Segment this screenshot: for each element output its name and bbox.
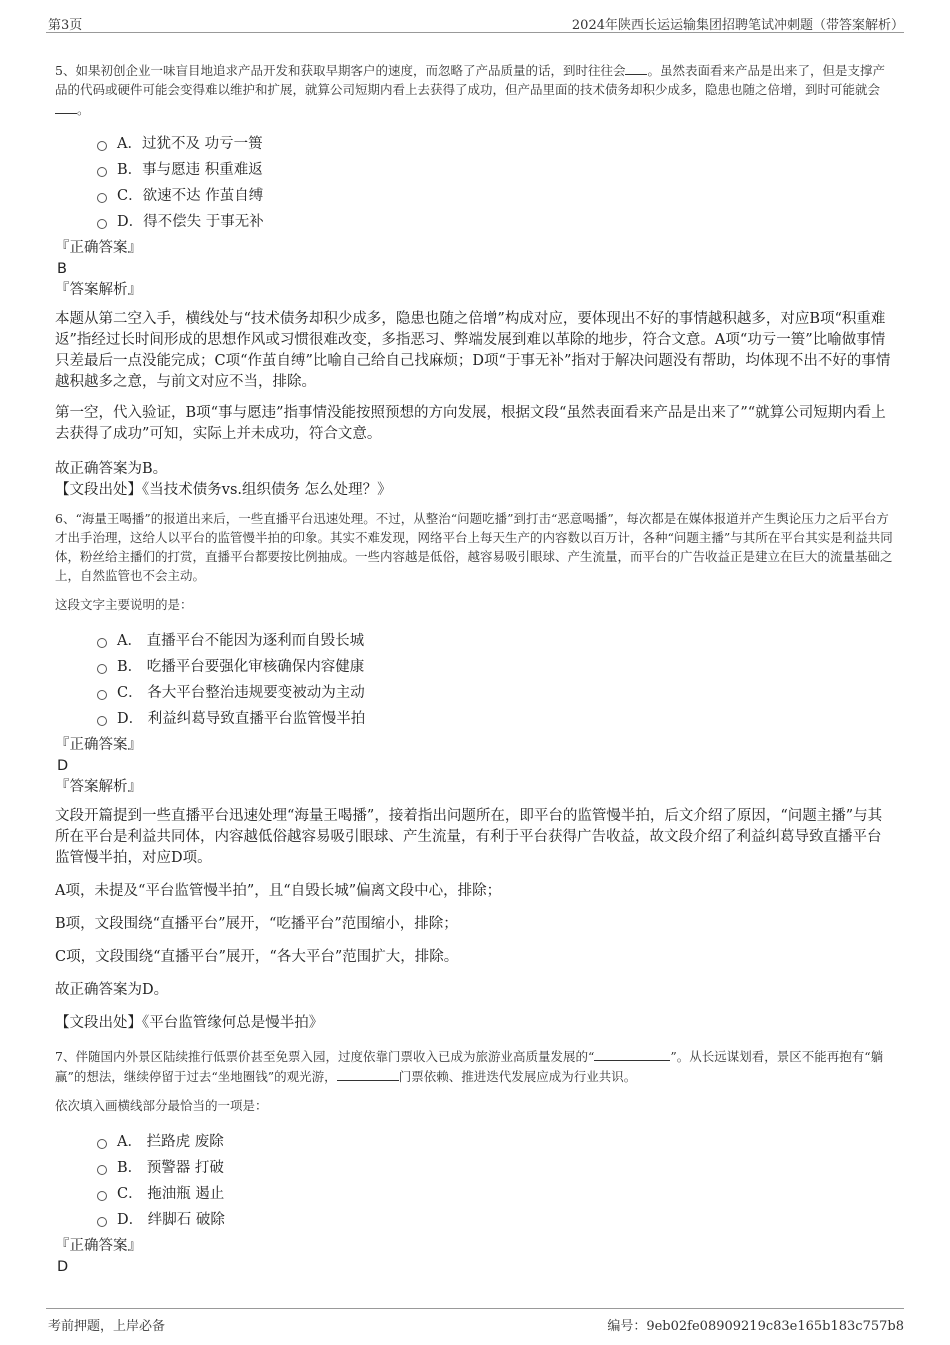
option-text: B． 预警器 打破: [117, 1160, 224, 1176]
document-title: 2024年陕西长运运输集团招聘笔试冲刺题（带答案解析）: [571, 18, 904, 33]
radio-icon[interactable]: [97, 1191, 107, 1201]
fill-blank: [55, 99, 77, 114]
page-footer: [46, 1308, 904, 1337]
answer-label: 『正确答案』: [55, 737, 142, 753]
question-7-stem: 7、伴随国内外景区陆续推行低票价甚至免票入园，过度依靠门票收入已成为旅游业高质量发展的“ ”。从长远谋划看，景区不能再抱有“躺赢”的想法，继续停留于过去“坐地圈钱”的观光游， 门票依赖、推进迭代发展应成为行业共识。: [55, 1046, 895, 1086]
option-c[interactable]: [97, 1181, 895, 1207]
option-b[interactable]: [97, 1155, 895, 1181]
option-b[interactable]: [97, 157, 895, 183]
answer-label: 『正确答案』: [55, 1238, 142, 1254]
question-7-ask: 依次填入画横线部分最恰当的一项是：: [55, 1098, 268, 1113]
radio-icon[interactable]: [97, 716, 107, 726]
option-c[interactable]: [97, 183, 895, 209]
conclusion: 故正确答案为B。: [55, 461, 168, 477]
radio-icon[interactable]: [97, 1139, 107, 1149]
question-6-options: [55, 628, 895, 732]
question-6-stem: 6、“海量王喝播”的报道出来后，一些直播平台迅速处理。不过，从整治“问题吃播”到打击“恶意喝播”，每次都是在媒体报道并产生舆论压力之后平台方才出手治理，这给人以平台的监管慢半拍的印象。其实不难发现，网络平台上每天生产的内容数以百万计，各种“问题主播”与其所在平台其实是利益共同体，粉丝给主播们的打赏，直播平台都要按比例抽成。一些内容越是低俗，越容易吸引眼球、产生流量，而平台的广告收益正是建立在巨大的流量基础之上，自然监管也不会主动。: [55, 511, 893, 583]
analysis-label: 『答案解析』: [55, 282, 142, 298]
question-7-options: [55, 1129, 895, 1233]
question-5: [55, 60, 895, 501]
question-6-ask: 这段文字主要说明的是：: [55, 597, 193, 612]
option-d[interactable]: [97, 209, 895, 235]
correct-answer: B: [57, 261, 67, 277]
question-5-stem: 5、如果初创企业一味盲目地追求产品开发和获取早期客户的速度，而忽略了产品质量的话，到时往往会 。虽然表面看来产品是出来了，但是支撑产品的代码或硬件可能会变得难以维护和扩展，就算公司短期内看上去获得了成功，但产品里面的技术债务却积少成多，隐患也随之倍增，到时可能就会。: [55, 60, 895, 119]
source-citation: 【文段出处】《平台监管缘何总是慢半拍》: [55, 1015, 324, 1031]
footer-slogan: 考前押题，上岸必备: [48, 1319, 166, 1334]
option-a[interactable]: [97, 131, 895, 157]
option-text: C．欲速不达 作茧自缚: [117, 188, 264, 204]
question-7: [55, 1046, 895, 1277]
option-text: C． 各大平台整治违规要变被动为主动: [117, 685, 365, 701]
option-text: A． 拦路虎 废除: [117, 1134, 224, 1150]
option-d[interactable]: [97, 706, 895, 732]
analysis-paragraph: B项，文段围绕“直播平台”展开，“吃播平台”范围缩小，排除；: [55, 916, 458, 932]
fill-blank: [594, 1046, 670, 1061]
option-text: D．得不偿失 于事无补: [117, 214, 264, 230]
correct-answer: D: [57, 758, 69, 774]
option-a[interactable]: [97, 1129, 895, 1155]
fill-blank: [625, 60, 647, 75]
option-d[interactable]: [97, 1207, 895, 1233]
document-code: 编号：9eb02fe08909219c83e165b183c757b8: [607, 1319, 904, 1334]
radio-icon[interactable]: [97, 664, 107, 674]
source-citation: 【文段出处】《当技术债务vs.组织债务 怎么处理？》: [55, 482, 392, 498]
analysis-label: 『答案解析』: [55, 779, 142, 795]
option-text: C． 拖油瓶 遏止: [117, 1186, 225, 1202]
conclusion: 故正确答案为D。: [55, 982, 169, 998]
option-a[interactable]: [97, 628, 895, 654]
option-text: B．事与愿违 积重难返: [117, 162, 263, 178]
analysis-paragraph: C项，文段围绕“直播平台”展开，“各大平台”范围扩大，排除。: [55, 949, 459, 965]
radio-icon[interactable]: [97, 690, 107, 700]
question-5-options: [55, 131, 895, 235]
correct-answer: D: [57, 1259, 69, 1275]
option-text: A．过犹不及 功亏一篑: [117, 136, 263, 152]
analysis-paragraph: 第一空，代入验证，B项“事与愿违”指事情没能按照预想的方向发展，根据文段“虽然表面看来产品是出来了”“就算公司短期内看上去获得了成功”可知，实际上并未成功，符合文意。: [55, 405, 886, 442]
radio-icon[interactable]: [97, 1217, 107, 1227]
answer-label: 『正确答案』: [55, 240, 142, 256]
option-text: A． 直播平台不能因为逐利而自毁长城: [117, 633, 365, 649]
page-header: [46, 12, 904, 33]
fill-blank: [337, 1066, 399, 1081]
radio-icon[interactable]: [97, 219, 107, 229]
radio-icon[interactable]: [97, 167, 107, 177]
analysis-paragraph: A项，未提及“平台监管慢半拍”，且“自毁长城”偏离文段中心，排除；: [55, 883, 502, 899]
option-text: D． 利益纠葛导致直播平台监管慢半拍: [117, 711, 366, 727]
option-c[interactable]: [97, 680, 895, 706]
page-content: [55, 60, 895, 1277]
option-text: B． 吃播平台要强化审核确保内容健康: [117, 659, 365, 675]
question-6: [55, 509, 895, 1034]
analysis-paragraph: 本题从第二空入手，横线处与“技术债务却积少成多，隐患也随之倍增”构成对应，要体现出不好的事情越积越多，对应B项“积重难返”指经过长时间形成的思想作风或习惯很难改变，多指恶习、弊端发展到难以革除的地步，符合文意。A项“功亏一篑”比喻做事情只差最后一点没能完成；C项“作茧自缚”比喻自己给自己找麻烦；D项“于事无补”指对于解决问题没有帮助，均体现不出不好的事情越积越多之意，与前文对应不当，排除。: [55, 311, 891, 390]
option-b[interactable]: [97, 654, 895, 680]
radio-icon[interactable]: [97, 141, 107, 151]
radio-icon[interactable]: [97, 638, 107, 648]
page-number: 第3页: [48, 18, 83, 33]
radio-icon[interactable]: [97, 1165, 107, 1175]
analysis-paragraph: 文段开篇提到一些直播平台迅速处理“海量王喝播”，接着指出问题所在，即平台的监管慢半拍，后文介绍了原因，“问题主播”与其所在平台是利益共同体，内容越低俗越容易吸引眼球、产生流量，有利于平台获得广告收益，故文段介绍了利益纠葛导致直播平台监管慢半拍，对应D项。: [55, 808, 883, 866]
radio-icon[interactable]: [97, 193, 107, 203]
option-text: D． 绊脚石 破除: [117, 1212, 225, 1228]
